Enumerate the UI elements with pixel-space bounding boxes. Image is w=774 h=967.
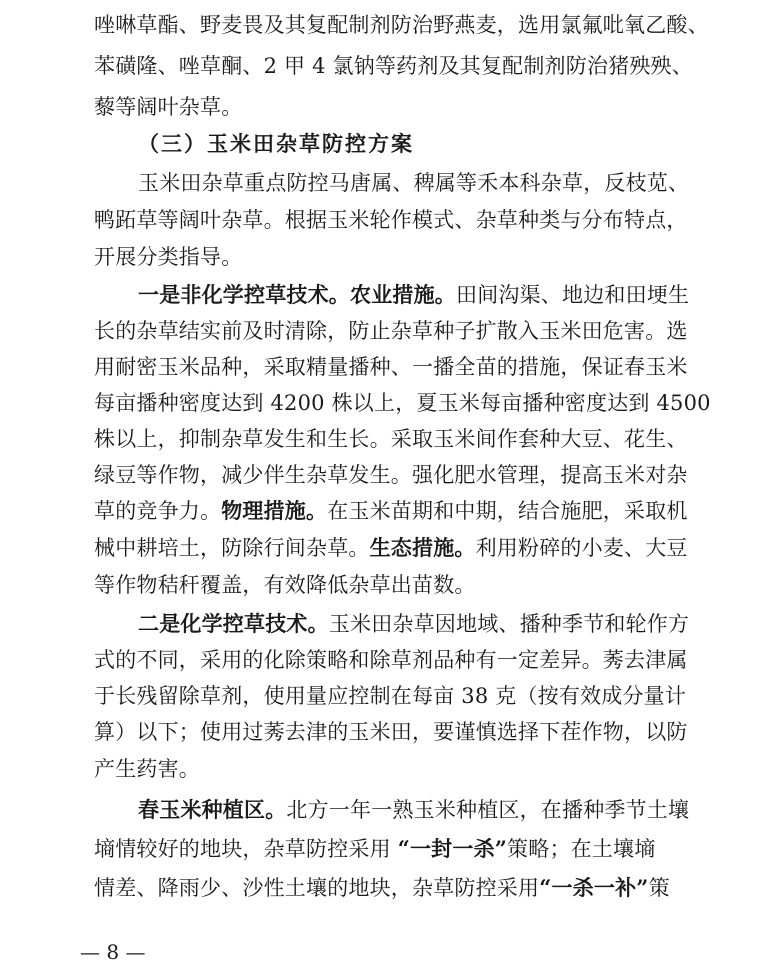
text-run bbox=[94, 494, 688, 528]
page-number: — 8 — bbox=[80, 940, 146, 964]
paragraph-text: 式的不同，采用的化除策略和除草剂品种有一定差异。莠去津属 bbox=[94, 648, 688, 672]
text-run bbox=[94, 832, 655, 866]
text-run bbox=[94, 531, 688, 565]
paragraph-text: 在玉米苗期和中期，结合施肥，采取机 bbox=[327, 499, 688, 523]
text-line bbox=[0, 643, 774, 677]
paragraph-text: 策略；在土壤墒 bbox=[507, 837, 656, 861]
paragraph-text: 北方一年一熟玉米种植区，在播种季节土壤 bbox=[286, 798, 690, 822]
text-line bbox=[0, 607, 774, 641]
paragraph-text: 产生药害。 bbox=[94, 757, 200, 781]
paragraph-text: 藜等阔叶杂草。 bbox=[94, 95, 243, 119]
text-line bbox=[0, 314, 774, 348]
text-line bbox=[0, 679, 774, 713]
paragraph-text: 鸭跖草等阔叶杂草。根据玉米轮作模式、杂草种类与分布特点， bbox=[94, 208, 688, 232]
bold-term: 生态措施。 bbox=[369, 535, 476, 560]
paragraph-text: 墒情较好的地块，杂草防控采用 bbox=[94, 837, 398, 861]
paragraph-text: 情差、降雨少、沙性土壤的地块，杂草防控采用 bbox=[94, 876, 540, 900]
text-line bbox=[0, 386, 774, 420]
text-line bbox=[0, 871, 774, 905]
text-run bbox=[138, 793, 689, 827]
text-line bbox=[0, 350, 774, 384]
paragraph-text: 等作物秸秆覆盖，有效降低杂草出苗数。 bbox=[94, 573, 476, 597]
text-line bbox=[0, 49, 774, 83]
paragraph-text: 玉米田杂草重点防控马唐属、稗属等禾本科杂草，反枝苋、 bbox=[138, 171, 690, 195]
paragraph-text: 株以上，抑制杂草发生和生长。采取玉米间作套种大豆、花生、 bbox=[94, 427, 688, 451]
paragraph-text: 草的竞争力。 bbox=[94, 499, 222, 523]
text-line bbox=[0, 715, 774, 749]
bold-lead: 二是化学控草技术。 bbox=[138, 611, 329, 636]
text-run bbox=[138, 607, 689, 641]
heading-line bbox=[0, 127, 774, 161]
paragraph-text: 苯磺隆、唑草酮、2 甲 4 氯钠等药剂及其复配制剂防治猪殃殃、 bbox=[94, 54, 693, 78]
paragraph-text: 长的杂草结实前及时清除，防止杂草种子扩散入玉米田危害。选 bbox=[94, 319, 688, 343]
text-line bbox=[0, 278, 774, 312]
paragraph-text: 玉米田杂草因地域、播种季节和轮作方 bbox=[328, 612, 690, 636]
text-line bbox=[0, 568, 774, 602]
text-line bbox=[0, 494, 774, 528]
paragraph-text: 策 bbox=[648, 876, 670, 900]
paragraph-text: 用耐密玉米品种，采取精量播种、一播全苗的措施，保证春玉米 bbox=[94, 355, 688, 379]
paragraph-text: 利用粉碎的小麦、大豆 bbox=[475, 536, 688, 560]
paragraph-text: 绿豆等作物，减少伴生杂草发生。强化肥水管理，提高玉米对杂 bbox=[94, 463, 688, 487]
text-line bbox=[0, 832, 774, 866]
section-heading: （三）玉米田杂草防控方案 bbox=[138, 131, 414, 156]
text-line bbox=[0, 166, 774, 200]
paragraph-text: 每亩播种密度达到 4200 株以上，夏玉米每亩播种密度达到 4500 bbox=[94, 391, 711, 415]
text-line bbox=[0, 203, 774, 237]
bold-strategy: “一杀一补” bbox=[539, 875, 649, 900]
text-run bbox=[94, 871, 670, 905]
paragraph-text: 械中耕培土，防除行间杂草。 bbox=[94, 536, 370, 560]
text-line bbox=[0, 90, 774, 124]
text-line bbox=[0, 752, 774, 786]
text-line bbox=[0, 793, 774, 827]
bold-strategy: “一封一杀” bbox=[397, 836, 508, 861]
bold-lead: 春玉米种植区。 bbox=[138, 797, 287, 822]
text-line bbox=[0, 422, 774, 456]
paragraph-text: 于长残留除草剂，使用量应控制在每亩 38 克（按有效成分量计 bbox=[94, 684, 687, 708]
paragraph-text: 算）以下；使用过莠去津的玉米田，要谨慎选择下茬作物，以防 bbox=[94, 720, 688, 744]
bold-lead: 一是非化学控草技术。农业措施。 bbox=[138, 282, 456, 307]
text-run bbox=[138, 278, 689, 312]
paragraph-text: 田间沟渠、地边和田埂生 bbox=[456, 283, 690, 307]
bold-term: 物理措施。 bbox=[221, 498, 328, 523]
paragraph-text: 唑啉草酯、野麦畏及其复配制剂防治野燕麦，选用氯氟吡氧乙酸、 bbox=[94, 13, 709, 37]
text-line bbox=[0, 458, 774, 492]
paragraph-text: 开展分类指导。 bbox=[94, 245, 243, 269]
text-line bbox=[0, 8, 774, 42]
text-line bbox=[0, 240, 774, 274]
text-line bbox=[0, 531, 774, 565]
